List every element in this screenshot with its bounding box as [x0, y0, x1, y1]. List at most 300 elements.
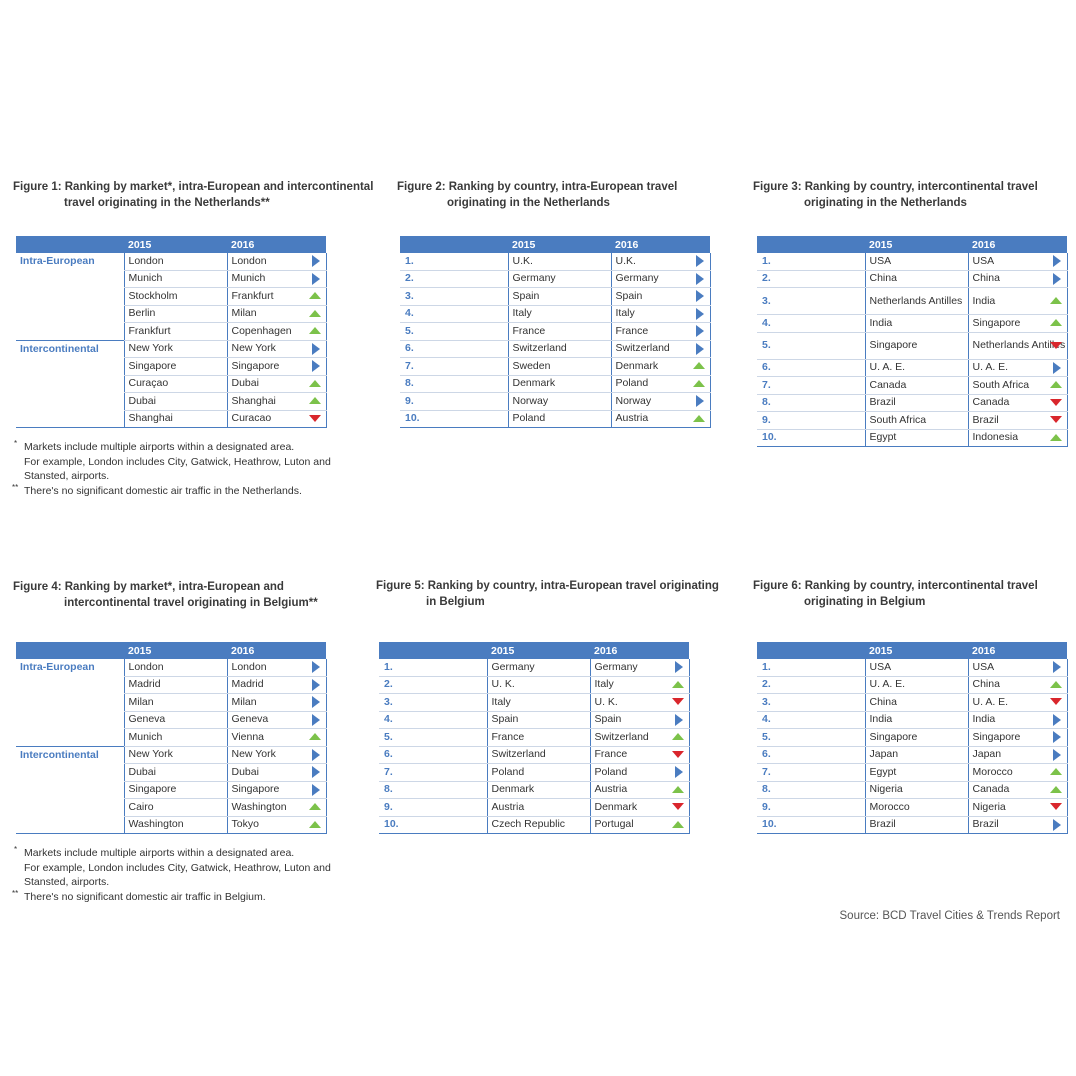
figure-5-table — [379, 642, 690, 834]
value-2016-text: Germany — [594, 660, 638, 673]
value-2015: Egypt — [865, 429, 968, 447]
value-2016-text: Vienna — [231, 730, 265, 743]
no-change-arrow-icon — [675, 661, 683, 673]
value-2016-text: Singapore — [231, 783, 280, 796]
value-2015: Egypt — [865, 764, 968, 782]
value-2016-text: Austria — [594, 783, 628, 796]
no-change-arrow-icon — [312, 679, 320, 691]
up-arrow-icon — [1050, 381, 1062, 388]
no-change-arrow-icon — [1053, 749, 1061, 761]
group-label — [16, 676, 124, 694]
value-2015: Denmark — [487, 781, 590, 799]
group-label — [16, 816, 124, 834]
value-2016 — [227, 711, 326, 729]
value-2015: Switzerland — [508, 340, 611, 358]
value-2016 — [611, 270, 710, 288]
value-2016-text: Canada — [972, 396, 1010, 409]
value-2015: Sweden — [508, 358, 611, 376]
value-2016 — [590, 799, 689, 817]
no-change-arrow-icon — [696, 255, 704, 267]
value-2015: France — [508, 323, 611, 341]
rank-number: 3. — [400, 288, 508, 306]
value-2015: Berlin — [124, 305, 227, 323]
group-label — [16, 375, 124, 393]
value-2016 — [968, 694, 1067, 712]
rank-number: 6. — [757, 359, 865, 377]
value-2016 — [968, 429, 1067, 447]
header-blank — [757, 642, 865, 659]
value-2016-text: Switzerland — [594, 730, 649, 743]
rank-number: 6. — [400, 340, 508, 358]
figure-3-table — [757, 236, 1068, 447]
value-2016 — [227, 358, 326, 376]
up-arrow-icon — [309, 803, 321, 810]
value-2016 — [968, 394, 1067, 412]
rank-number: 5. — [400, 323, 508, 341]
value-2015: New York — [124, 340, 227, 358]
group-label — [16, 711, 124, 729]
rank-number: 8. — [757, 781, 865, 799]
table-row — [757, 676, 1067, 694]
table-row — [400, 253, 710, 270]
table-row — [16, 729, 326, 747]
up-arrow-icon — [1050, 681, 1062, 688]
table-row — [757, 729, 1067, 747]
rank-number: 7. — [757, 764, 865, 782]
table-row — [16, 764, 326, 782]
rank-number: 5. — [379, 729, 487, 747]
value-2015: USA — [865, 659, 968, 676]
rank-number: 9. — [757, 799, 865, 817]
value-2015: France — [487, 729, 590, 747]
value-2016 — [611, 393, 710, 411]
table-row — [757, 394, 1067, 412]
no-change-arrow-icon — [696, 325, 704, 337]
footnote-line — [14, 890, 331, 905]
value-2016-text: Canada — [972, 783, 1010, 796]
header-blank — [16, 642, 124, 659]
no-change-arrow-icon — [312, 714, 320, 726]
value-2016-text: London — [231, 660, 267, 673]
value-2015: Madrid — [124, 676, 227, 694]
group-label: Intercontinental — [16, 746, 124, 764]
rank-number: 6. — [379, 746, 487, 764]
down-arrow-icon — [672, 751, 684, 758]
value-2015: U. A. E. — [865, 676, 968, 694]
footnote-text: For example, London includes City, Gatwick, Heathrow, Luton and — [24, 861, 331, 874]
figure-4-title: Figure 4: Ranking by market*, intra-European and intercontinental travel originating in Belgium** — [13, 581, 318, 609]
table-row — [757, 694, 1067, 712]
value-2015: Munich — [124, 270, 227, 288]
value-2016-text: Italy — [615, 307, 635, 320]
up-arrow-icon — [309, 821, 321, 828]
table-row — [400, 270, 710, 288]
table-row — [757, 799, 1067, 817]
table-row — [379, 676, 689, 694]
footnote-line — [14, 440, 331, 455]
table-row — [757, 429, 1067, 447]
value-2015: Italy — [487, 694, 590, 712]
up-arrow-icon — [309, 397, 321, 404]
value-2016-text: Spain — [615, 289, 643, 302]
value-2016 — [590, 676, 689, 694]
table-row — [16, 781, 326, 799]
header-year-2016: 2016 — [968, 236, 1067, 253]
header-blank — [379, 642, 487, 659]
rank-number: 1. — [400, 253, 508, 270]
value-2016 — [227, 393, 326, 411]
group-label — [16, 781, 124, 799]
figure-4-notes — [14, 846, 331, 904]
table-row — [757, 746, 1067, 764]
value-2016-text: France — [615, 324, 649, 337]
no-change-arrow-icon — [312, 661, 320, 673]
value-2016-text: Munich — [231, 272, 266, 285]
value-2015: London — [124, 253, 227, 270]
value-2015: New York — [124, 746, 227, 764]
value-2015: Milan — [124, 694, 227, 712]
value-2016 — [968, 659, 1067, 676]
value-2016 — [590, 746, 689, 764]
header-year-2015: 2015 — [124, 236, 227, 253]
figure-2-title: Figure 2: Ranking by country, intra-European travel originating in the Netherlands — [397, 181, 678, 209]
footnote-line — [14, 455, 331, 470]
up-arrow-icon — [672, 681, 684, 688]
value-2015: Nigeria — [865, 781, 968, 799]
value-2015: Stockholm — [124, 288, 227, 306]
group-label — [16, 694, 124, 712]
value-2016 — [968, 764, 1067, 782]
value-2016-text: London — [231, 254, 267, 267]
value-2016-text: Curacao — [231, 412, 272, 425]
up-arrow-icon — [672, 786, 684, 793]
footnote-line — [14, 875, 331, 890]
value-2016-text: USA — [972, 660, 995, 673]
up-arrow-icon — [309, 733, 321, 740]
value-2015: Norway — [508, 393, 611, 411]
table-header-row — [400, 236, 710, 253]
value-2016-text: Austria — [615, 412, 649, 425]
rank-number: 5. — [757, 729, 865, 747]
down-arrow-icon — [1050, 416, 1062, 423]
table-row — [16, 410, 326, 428]
value-2016-text: U. A. E. — [972, 361, 1009, 374]
no-change-arrow-icon — [696, 395, 704, 407]
no-change-arrow-icon — [312, 696, 320, 708]
no-change-arrow-icon — [312, 749, 320, 761]
rank-number: 2. — [757, 676, 865, 694]
value-2016 — [227, 764, 326, 782]
table-row — [16, 375, 326, 393]
down-arrow-icon — [672, 698, 684, 705]
group-label — [16, 358, 124, 376]
rank-number: 8. — [757, 394, 865, 412]
no-change-arrow-icon — [696, 290, 704, 302]
rank-number: 2. — [379, 676, 487, 694]
value-2016 — [968, 253, 1067, 270]
value-2016 — [590, 764, 689, 782]
value-2016-text: Italy — [594, 678, 614, 691]
value-2016 — [611, 410, 710, 428]
figure-4-table — [16, 642, 327, 834]
down-arrow-icon — [672, 803, 684, 810]
value-2015: China — [865, 694, 968, 712]
table-row — [757, 711, 1067, 729]
value-2016 — [611, 340, 710, 358]
table-row — [16, 799, 326, 817]
value-2016 — [227, 694, 326, 712]
value-2016-text: Poland — [594, 765, 628, 778]
table-row — [757, 332, 1067, 359]
no-change-arrow-icon — [675, 714, 683, 726]
up-arrow-icon — [693, 380, 705, 387]
no-change-arrow-icon — [696, 343, 704, 355]
table-row — [400, 288, 710, 306]
value-2016-text: Switzerland — [615, 342, 670, 355]
value-2015: India — [865, 315, 968, 333]
value-2016 — [227, 746, 326, 764]
footnote-line — [14, 861, 331, 876]
value-2016 — [968, 288, 1067, 315]
no-change-arrow-icon — [1053, 714, 1061, 726]
no-change-arrow-icon — [312, 784, 320, 796]
value-2015: India — [865, 711, 968, 729]
value-2016-text: Portugal — [594, 818, 634, 831]
footnote-text: Markets include multiple airports within a designated area. — [24, 441, 295, 453]
no-change-arrow-icon — [675, 766, 683, 778]
table-row — [16, 659, 326, 676]
no-change-arrow-icon — [696, 308, 704, 320]
value-2016 — [968, 799, 1067, 817]
group-label — [16, 305, 124, 323]
value-2015: Poland — [508, 410, 611, 428]
table-row — [379, 694, 689, 712]
table-row — [16, 340, 326, 358]
value-2015: Shanghai — [124, 410, 227, 428]
value-2016 — [968, 711, 1067, 729]
table-row — [757, 288, 1067, 315]
rank-number: 8. — [379, 781, 487, 799]
header-year-2015: 2015 — [124, 642, 227, 659]
rank-number: 10. — [400, 410, 508, 428]
rank-number: 10. — [379, 816, 487, 834]
value-2016 — [968, 315, 1067, 333]
figure-3-title: Figure 3: Ranking by country, intercontinental travel originating in the Netherlands — [753, 181, 1038, 209]
value-2016 — [590, 711, 689, 729]
value-2016-text: India — [972, 294, 996, 307]
value-2016 — [968, 377, 1067, 395]
value-2016-text: U.K. — [615, 254, 636, 267]
value-2015: Canada — [865, 377, 968, 395]
value-2016 — [968, 729, 1067, 747]
no-change-arrow-icon — [1053, 731, 1061, 743]
figure-1-title: Figure 1: Ranking by market*, intra-European and intercontinental travel originating in the Netherlands** — [13, 181, 374, 209]
value-2015: Denmark — [508, 375, 611, 393]
rank-number: 9. — [757, 412, 865, 430]
value-2016 — [227, 781, 326, 799]
rank-number: 7. — [400, 358, 508, 376]
table-header-row — [379, 642, 689, 659]
table-row — [757, 253, 1067, 270]
value-2016-text: Tokyo — [231, 818, 259, 831]
table-header-row — [16, 236, 326, 253]
value-2016-text: Washington — [231, 800, 287, 813]
rank-number: 3. — [757, 694, 865, 712]
no-change-arrow-icon — [1053, 819, 1061, 831]
value-2016-text: Milan — [231, 307, 257, 320]
no-change-arrow-icon — [1053, 255, 1061, 267]
rank-number: 8. — [400, 375, 508, 393]
rank-number: 1. — [379, 659, 487, 676]
value-2016 — [590, 694, 689, 712]
value-2015: South Africa — [865, 412, 968, 430]
value-2015: Cairo — [124, 799, 227, 817]
value-2016-text: Brazil — [972, 818, 999, 831]
figure-1-notes — [14, 440, 331, 498]
footnote-text: Stansted, airports. — [24, 876, 110, 888]
value-2016-text: Milan — [231, 695, 257, 708]
value-2016-text: Japan — [972, 748, 1002, 761]
header-blank — [757, 236, 865, 253]
value-2016-text: India — [972, 713, 996, 726]
value-2016-text: Denmark — [615, 359, 659, 372]
footnote-text: Markets include multiple airports within a designated area. — [24, 847, 295, 859]
footnote-line — [14, 846, 331, 861]
value-2015: Italy — [508, 305, 611, 323]
value-2015: U. K. — [487, 676, 590, 694]
table-row — [400, 375, 710, 393]
value-2015: Japan — [865, 746, 968, 764]
no-change-arrow-icon — [1053, 273, 1061, 285]
table-row — [400, 393, 710, 411]
value-2016 — [227, 729, 326, 747]
rank-number: 3. — [379, 694, 487, 712]
up-arrow-icon — [693, 362, 705, 369]
value-2016 — [227, 659, 326, 676]
figure-2-table — [400, 236, 711, 428]
value-2016-text: France — [594, 748, 628, 761]
table-row — [757, 377, 1067, 395]
figure-6-title: Figure 6: Ranking by country, intercontinental travel originating in Belgium — [753, 580, 1038, 608]
table-row — [16, 358, 326, 376]
value-2016-text: Shanghai — [231, 394, 276, 407]
value-2016-text: Geneva — [231, 713, 269, 726]
value-2016-text: Germany — [615, 272, 659, 285]
value-2015: Singapore — [865, 332, 968, 359]
value-2015: Brazil — [865, 394, 968, 412]
table-row — [379, 781, 689, 799]
rank-number: 1. — [757, 253, 865, 270]
up-arrow-icon — [309, 380, 321, 387]
down-arrow-icon — [309, 415, 321, 422]
value-2016 — [227, 375, 326, 393]
up-arrow-icon — [672, 733, 684, 740]
value-2015: Morocco — [865, 799, 968, 817]
value-2016-text: Dubai — [231, 377, 259, 390]
footnote-text: There's no significant domestic air traffic in the Netherlands. — [24, 484, 302, 497]
up-arrow-icon — [1050, 297, 1062, 304]
footnote-line — [14, 469, 331, 484]
down-arrow-icon — [1050, 342, 1062, 349]
table-row — [757, 270, 1067, 288]
value-2015: Brazil — [865, 816, 968, 834]
table-row — [757, 764, 1067, 782]
value-2015: U.K. — [508, 253, 611, 270]
footnote-mark: * — [14, 439, 18, 448]
table-row — [16, 694, 326, 712]
value-2016-text: Singapore — [972, 316, 1021, 329]
value-2015: Switzerland — [487, 746, 590, 764]
rank-number: 4. — [400, 305, 508, 323]
value-2015: Germany — [508, 270, 611, 288]
group-label — [16, 410, 124, 428]
rank-number: 2. — [400, 270, 508, 288]
value-2015: Poland — [487, 764, 590, 782]
value-2016-text: Brazil — [972, 413, 999, 426]
rank-number: 3. — [757, 288, 865, 315]
header-blank — [16, 236, 124, 253]
value-2016-text: Copenhagen — [231, 324, 292, 337]
table-row — [16, 305, 326, 323]
table-row — [379, 799, 689, 817]
table-row — [16, 711, 326, 729]
up-arrow-icon — [1050, 319, 1062, 326]
no-change-arrow-icon — [312, 255, 320, 267]
table-row — [16, 323, 326, 341]
header-year-2015: 2015 — [487, 642, 590, 659]
rank-number: 5. — [757, 332, 865, 359]
group-label — [16, 799, 124, 817]
value-2015: Germany — [487, 659, 590, 676]
value-2016 — [227, 253, 326, 270]
table-row — [757, 315, 1067, 333]
value-2016-text: U. K. — [594, 695, 618, 708]
no-change-arrow-icon — [1053, 661, 1061, 673]
value-2016-text: Frankfurt — [231, 289, 274, 302]
group-label: Intra-European — [20, 255, 95, 267]
rank-number: 9. — [400, 393, 508, 411]
value-2016-text: Singapore — [972, 730, 1021, 743]
table-row — [400, 358, 710, 376]
figure-5-title: Figure 5: Ranking by country, intra-European travel originating in Belgium — [376, 580, 719, 608]
figure-6-table — [757, 642, 1068, 834]
value-2015: Geneva — [124, 711, 227, 729]
header-year-2015: 2015 — [865, 642, 968, 659]
value-2015: Netherlands Antilles — [865, 288, 968, 315]
footnote-mark: ** — [12, 888, 19, 898]
value-2015: Spain — [508, 288, 611, 306]
value-2016 — [590, 781, 689, 799]
rank-number: 4. — [379, 711, 487, 729]
table-header-row — [757, 236, 1067, 253]
value-2016 — [611, 305, 710, 323]
table-row — [16, 253, 326, 270]
value-2016 — [968, 676, 1067, 694]
value-2015: Frankfurt — [124, 323, 227, 341]
group-label — [16, 288, 124, 306]
rank-number: 7. — [757, 377, 865, 395]
value-2015: Singapore — [124, 358, 227, 376]
up-arrow-icon — [693, 415, 705, 422]
footnote-text: For example, London includes City, Gatwick, Heathrow, Luton and — [24, 455, 331, 468]
down-arrow-icon — [1050, 399, 1062, 406]
value-2016-text: Madrid — [231, 678, 264, 691]
value-2016-text: Norway — [615, 394, 652, 407]
value-2015: China — [865, 270, 968, 288]
table-row — [379, 659, 689, 676]
header-year-2016: 2016 — [590, 642, 689, 659]
value-2016 — [968, 816, 1067, 834]
